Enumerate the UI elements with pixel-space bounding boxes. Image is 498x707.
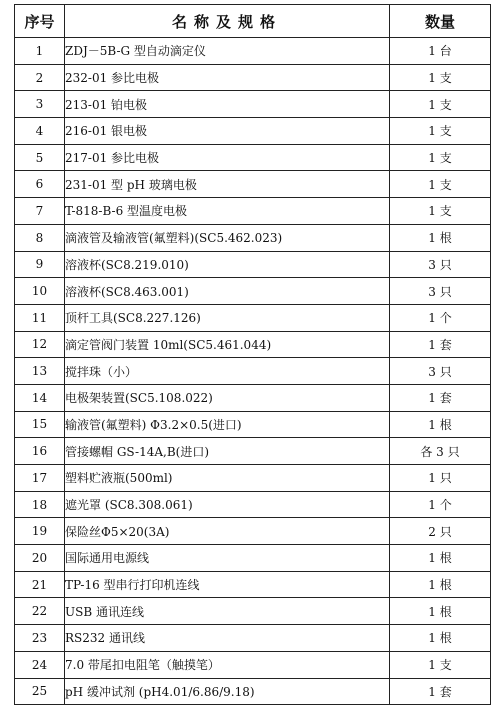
table-row (15, 171, 491, 198)
row-name: 滴定管阀门装置 10ml(SC5.461.044) (65, 331, 390, 358)
row-index: 18 (15, 491, 65, 518)
row-name: 保险丝Φ5×20(3A) (65, 518, 390, 545)
header-quantity: 数量 (390, 5, 491, 38)
row-index: 8 (15, 224, 65, 251)
row-name: 溶液杯(SC8.219.010) (65, 251, 390, 278)
row-quantity: 1 个 (390, 304, 491, 331)
row-index: 20 (15, 545, 65, 572)
row-name: 国际通用电源线 (65, 545, 390, 572)
row-index: 15 (15, 411, 65, 438)
row-index: 21 (15, 571, 65, 598)
row-index: 6 (15, 171, 65, 198)
row-quantity: 1 支 (390, 144, 491, 171)
row-name: 塑料贮液瓶(500ml) (65, 465, 390, 492)
table-row (15, 438, 491, 465)
table-row (15, 625, 491, 652)
row-index: 1 (15, 38, 65, 65)
row-index: 25 (15, 678, 65, 705)
row-quantity: 3 只 (390, 251, 491, 278)
row-quantity: 1 个 (390, 491, 491, 518)
row-index: 3 (15, 91, 65, 118)
row-quantity: 1 支 (390, 198, 491, 225)
row-name: 输液管(氟塑料) Φ3.2×0.5(进口) (65, 411, 390, 438)
row-index: 14 (15, 384, 65, 411)
table-row (15, 278, 491, 305)
header-row (15, 5, 491, 38)
row-index: 11 (15, 304, 65, 331)
header-index: 序号 (15, 5, 65, 38)
table-row (15, 411, 491, 438)
row-index: 13 (15, 358, 65, 385)
table-row (15, 518, 491, 545)
row-name: 搅拌珠（小） (65, 358, 390, 385)
row-index: 12 (15, 331, 65, 358)
table-row (15, 144, 491, 171)
header-name: 名称及规格 (65, 5, 390, 38)
table-header (15, 5, 491, 38)
row-quantity: 1 根 (390, 224, 491, 251)
row-index: 7 (15, 198, 65, 225)
table-row (15, 251, 491, 278)
row-name: 电极架装置(SC5.108.022) (65, 384, 390, 411)
row-name: ZDJ－5B-G 型自动滴定仪 (65, 38, 390, 65)
row-quantity: 1 支 (390, 651, 491, 678)
row-index: 24 (15, 651, 65, 678)
table-row (15, 91, 491, 118)
table-row (15, 465, 491, 492)
row-name: 遮光罩 (SC8.308.061) (65, 491, 390, 518)
row-quantity: 各 3 只 (390, 438, 491, 465)
row-name: 232-01 参比电极 (65, 64, 390, 91)
row-name: pH 缓冲试剂 (pH4.01/6.86/9.18) (65, 678, 390, 705)
row-name: 213-01 铂电极 (65, 91, 390, 118)
table-row (15, 651, 491, 678)
row-index: 17 (15, 465, 65, 492)
row-index: 16 (15, 438, 65, 465)
table-row (15, 384, 491, 411)
row-quantity: 1 支 (390, 171, 491, 198)
row-name: USB 通讯连线 (65, 598, 390, 625)
table-row (15, 678, 491, 705)
row-name: 溶液杯(SC8.463.001) (65, 278, 390, 305)
row-name: 7.0 带尾扣电阻笔（触摸笔） (65, 651, 390, 678)
row-quantity: 1 支 (390, 118, 491, 145)
row-quantity: 1 根 (390, 411, 491, 438)
table-row (15, 224, 491, 251)
row-quantity: 1 套 (390, 384, 491, 411)
row-quantity: 1 支 (390, 64, 491, 91)
row-quantity: 1 台 (390, 38, 491, 65)
table-row (15, 571, 491, 598)
row-name: 滴液管及输液管(氟塑料)(SC5.462.023) (65, 224, 390, 251)
row-index: 23 (15, 625, 65, 652)
row-quantity: 3 只 (390, 278, 491, 305)
row-quantity: 1 支 (390, 91, 491, 118)
row-quantity: 1 只 (390, 465, 491, 492)
row-quantity: 2 只 (390, 518, 491, 545)
parts-list-table (14, 4, 491, 705)
row-index: 19 (15, 518, 65, 545)
row-index: 2 (15, 64, 65, 91)
row-quantity: 1 根 (390, 571, 491, 598)
row-index: 5 (15, 144, 65, 171)
row-index: 10 (15, 278, 65, 305)
row-name: RS232 通讯线 (65, 625, 390, 652)
row-index: 4 (15, 118, 65, 145)
row-name: 管接螺帽 GS-14A,B(进口) (65, 438, 390, 465)
table-body (15, 38, 491, 705)
row-quantity: 1 根 (390, 598, 491, 625)
row-name: TP-16 型串行打印机连线 (65, 571, 390, 598)
row-index: 22 (15, 598, 65, 625)
row-name: T-818-B-6 型温度电极 (65, 198, 390, 225)
row-name: 216-01 银电极 (65, 118, 390, 145)
table-row (15, 118, 491, 145)
table-row (15, 331, 491, 358)
table-row (15, 304, 491, 331)
row-quantity: 1 套 (390, 678, 491, 705)
table-row (15, 38, 491, 65)
row-quantity: 1 根 (390, 545, 491, 572)
row-quantity: 1 套 (390, 331, 491, 358)
row-quantity: 1 根 (390, 625, 491, 652)
table-row (15, 545, 491, 572)
table-row (15, 358, 491, 385)
table-row (15, 491, 491, 518)
row-quantity: 3 只 (390, 358, 491, 385)
row-name: 217-01 参比电极 (65, 144, 390, 171)
table-row (15, 64, 491, 91)
row-name: 顶杆工具(SC8.227.126) (65, 304, 390, 331)
table-row (15, 598, 491, 625)
row-name: 231-01 型 pH 玻璃电极 (65, 171, 390, 198)
table-row (15, 198, 491, 225)
row-index: 9 (15, 251, 65, 278)
